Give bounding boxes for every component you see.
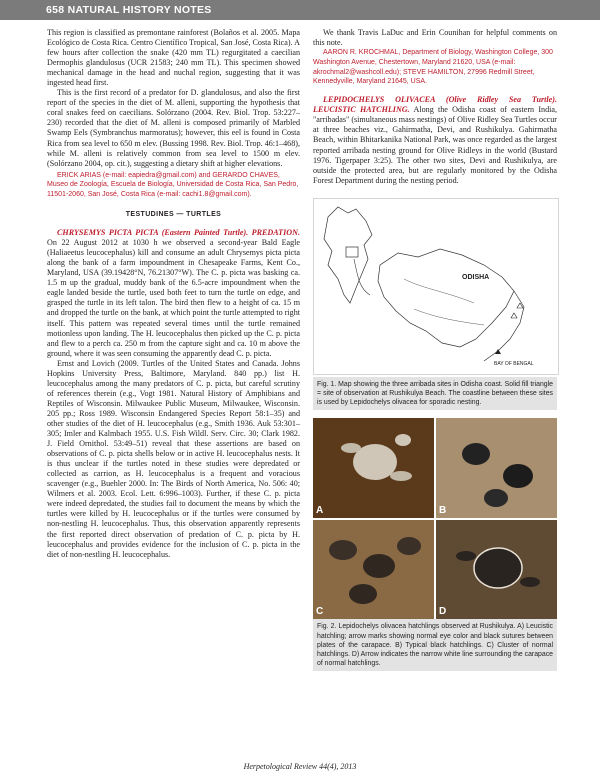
hatchling-photo xyxy=(436,418,557,518)
arribada-site-marker xyxy=(511,313,517,318)
map-sea-label: BAY OF BENGAL xyxy=(494,360,534,367)
page-number-label: 658 NATURAL HISTORY NOTES xyxy=(46,4,212,16)
paragraph: Ernst and Lovich (2009. Turtles of the United States and Canada. Johns Hopkins University Press, Baltimore, Maryland. 840 pp.) list H. leucocephalus among the many predators of C. p. picta, but careful scrutiny of references therein (e.g., Vogt 1981. Natural History of Amphibians and Reptiles of Wisconsin. Milwaukee Public Museum, Milwaukee, Wisconsin. 205 pp.; Ross 1989. Wisconsin Endangered Species Report 58:1–35) and other studies of the diet of H. leucocephalus (e.g., Smith 1936. Auk 53:301–305; Imler and Kalmbach 1955. U.S. Fish Wildl. Serv. Circ. 30; Clark 1982. J. Field Ornithol. 53:49–51) reveal that these assertions are based on observations of C. p. picta shells below or in active H. leucocephalus nests. It is thus unclear if the turtles noted in these studies were depredated or collected as carrion, as H. leucocephalus is a frequent and voracious scavenger (e.g., Buehler 2000. In: The Birds of North America, No. 506: 40; Wilmers et al. 2003. Ecol. Lett. 6:996–1003). Further, if these C. p. picta were indeed depredated, the studies fail to document the means by which the turtles were killed by H. leucocephalus or if the turtles were consumed by non-nestling H. leucocephalus. Thus, this observation apparently represents the first reported direct observation of predation of C. p. picta by H. leucocephalus and provides evidence for the inclusion of C. p. picta in the diet of non-nestling H. leucocephalus. xyxy=(47,358,300,559)
hatchling-photo xyxy=(313,520,434,619)
note-paragraph xyxy=(47,228,300,359)
hatchling-photo-grid xyxy=(313,418,557,619)
panel-label: A xyxy=(316,505,324,517)
left-column xyxy=(47,28,300,560)
map-state-label: ODISHA xyxy=(462,273,490,281)
photo-panel-d xyxy=(436,520,557,619)
figure-1-caption: Fig. 1. Map showing the three arribada sites in Odisha coast. Solid fill triangle = site of observation at Rushikulya Beach. The coastline between these sites is used by Lepidochelys olivacea for sporadic nesting. xyxy=(313,377,557,411)
hatchling-photo xyxy=(436,520,557,619)
figure-2-caption: Fig. 2. Lepidochelys olivacea hatchlings observed at Rushikulya. A) Leucistic hatchling; arrow marks showing normal eye color and black sutures between plates of the carapace. B) Typical black hatchlings. C) Cluster of normal hatchlings. D) Arrow indicates the narrow white line surrounding the carapace of normal hatchlings. xyxy=(313,619,557,671)
paragraph-text: Along the Odisha coast of eastern India, "arribadas" (simultaneous mass nestings) of Olive Ridley Sea Turtles occur at three beaches viz., Gahirmatha, Devi, and Rushikulya. Gahirmatha Beach, within Bhitarkanika National Park, was once regarded as the largest reported arribada nesting ground for Olive Ridleys in the world (Bustard 1976. Tigerpaper 3:25). The other two sites, Devi and Rushikulya, are outside the protected area, but are regularly monitored by the Odisha Forest Department during the nesting period. xyxy=(313,105,558,185)
odisha-map-figure xyxy=(313,198,559,375)
panel-label: C xyxy=(316,606,324,618)
paragraph: This region is classified as premontane rainforest (Bolaños et al. 2005. Mapa Ecológico de Costa Rica. Centro Científico Tropical, San José, Costa Rica). A few hours after collection the snake (420 mm TL) regurgitated a caecilian Dermophis glandulosus (UCR 21583; 240 mm TL). This specimen showed mechanical damage in the head and nuchal region, suggesting that it was ingested head first. xyxy=(47,28,300,88)
author-affiliation: AARON R. KROCHMAL, Department of Biology, Washington College, 300 Washington Avenue, Chestertown, Maryland 21620, USA (e-mail: akrochmal2@washcoll.edu); STEVE HAMILTON, 27996 Redmill Street, Kennedyville, Maryland 21645, USA. xyxy=(313,49,553,86)
species-heading: LEPIDOCHELYS OLIVACEA (Olive Ridley Sea Turtle). LEUCISTIC HATCHLING. xyxy=(313,95,557,115)
panel-label: D xyxy=(439,606,447,618)
author-affiliation: ERICK ARIAS (e-mail: eapiedra@gmail.com) and GERARDO CHAVES, Museo de Zoología, Escuela de Biología, Universidad de Costa Rica, San Pedro, 11501-2060, San José, Costa Rica (e-mail: cachi1.8@gmail.com). xyxy=(47,171,299,199)
right-column xyxy=(313,28,557,671)
observation-site-marker xyxy=(495,349,501,354)
hatchling-photo xyxy=(313,418,434,518)
photo-panel-b xyxy=(436,418,557,518)
page-header xyxy=(0,0,600,20)
author-block xyxy=(47,171,300,200)
panel-label: B xyxy=(439,505,447,517)
odisha-outline xyxy=(378,249,514,347)
map-drawing xyxy=(314,199,558,374)
note-paragraph xyxy=(313,95,557,185)
india-outline xyxy=(324,207,372,303)
paragraph-text: On 22 August 2012 at 1030 h we observed a second-year Bald Eagle (Haliaeetus leucocephalus) kill and consume an adult Chrysemys picta picta along the bank of a farm impoundment in Chesapeake Farms, Kent Co., Maryland, USA (39.19428°N, 76.21307°W). The C. p. picta was basking ca. 1.5 m up the gradual, muddy bank of the 6.5-acre impoundment when the eagle landed beside the turtle, used both feet to turn the turtle on edge, and grasped the turtle in its left talon. The bird then flew to a height of ca. 15 m and dropped the turtle on the bank, at which point the turtle attempted to right itself. This pattern was repeated several times until the turtle remained motionless upon landing. The H. leucocephalus then picked up the C. p. picta and flew to a perch ca. 250 m from the capture sight and ca. 10 m above the ground, where it was seen consuming the apparently dead C. p. picta. xyxy=(47,238,300,358)
species-heading: CHRYSEMYS PICTA PICTA (Eastern Painted Turtle). PREDATION. xyxy=(57,228,300,238)
paragraph: This is the first record of a predator for D. glandulosus, and also the first report of the species in the diet of M. alleni, supporting the hypothesis that coral snakes feed on caecilians. Solórzano (2004. Rev. Biol. Trop. 53:227–230) recorded that the diet of M. alleni is composed primarily of Marbled Swamp Eels (Symbranchus marmoratus); however, this eel is found in Costa Rica from sea level to 650 m elev. (Bussing 1998. Rev. Biol. Trop. 46:1–468), while M. alleni is relatively common from sea level to 1500 m elev. (Solórzano 2004, op. cit.), suggesting a dietary shift at higher elevations. xyxy=(47,88,300,168)
photo-panel-c xyxy=(313,520,434,619)
section-heading: TESTUDINES — TURTLES xyxy=(125,211,222,219)
author-block xyxy=(313,48,557,87)
photo-panel-a xyxy=(313,418,434,518)
page-footer: Herpetological Review 44(4), 2013 xyxy=(243,762,357,771)
paragraph: We thank Travis LaDuc and Erin Counihan for helpful comments on this note. xyxy=(313,28,557,48)
